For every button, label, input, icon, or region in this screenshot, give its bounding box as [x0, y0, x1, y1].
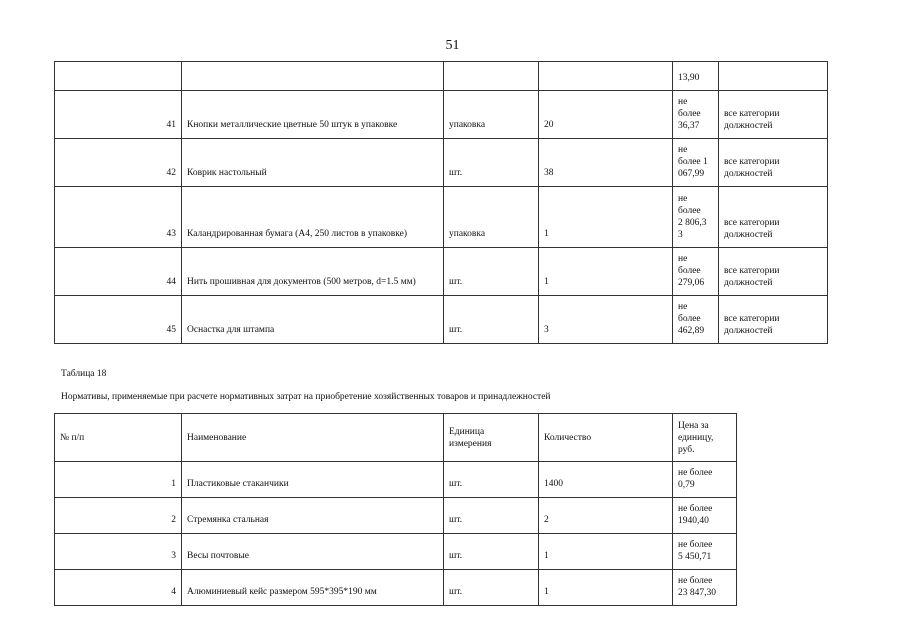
- table-row: [55, 534, 737, 570]
- row-category: все категории должностей: [719, 139, 828, 187]
- supplies-table-continued: [54, 61, 828, 344]
- row-number: 2: [55, 498, 182, 534]
- row-unit: шт.: [444, 139, 539, 187]
- row-number: 41: [55, 91, 182, 139]
- row-quantity: 20: [539, 91, 673, 139]
- row-unit: упаковка: [444, 91, 539, 139]
- row-unit: шт.: [444, 570, 539, 606]
- row-price: не более 2 806,3 3: [673, 187, 719, 248]
- row-name: Кнопки металлические цветные 50 штук в упаковке: [182, 91, 444, 139]
- row-price: не более 23 847,30: [673, 570, 737, 606]
- row-unit: шт.: [444, 534, 539, 570]
- row-unit: шт.: [444, 296, 539, 344]
- header-name: Наименование: [182, 414, 444, 462]
- table-row: [55, 187, 828, 248]
- row-price: не более 5 450,71: [673, 534, 737, 570]
- table-row: [55, 498, 737, 534]
- table-label: Таблица 18: [61, 369, 107, 379]
- table-row-fragment: [55, 62, 828, 91]
- table-row: [55, 91, 828, 139]
- row-number: 43: [55, 187, 182, 248]
- row-name: Коврик настольный: [182, 139, 444, 187]
- row-quantity: 2: [539, 498, 673, 534]
- row-category: все категории должностей: [719, 248, 828, 296]
- table-header-row: [55, 414, 737, 462]
- header-unit: Единица измерения: [444, 414, 539, 462]
- row-category: все категории должностей: [719, 187, 828, 248]
- table-row: [55, 462, 737, 498]
- row-price: не более 36,37: [673, 91, 719, 139]
- row-name: Каландрированная бумага (А4, 250 листов в упаковке): [182, 187, 444, 248]
- row-quantity: [539, 62, 673, 91]
- page-number: 51: [445, 38, 460, 53]
- row-unit: шт.: [444, 462, 539, 498]
- row-number: 44: [55, 248, 182, 296]
- row-name: Пластиковые стаканчики: [182, 462, 444, 498]
- row-number: 42: [55, 139, 182, 187]
- row-unit: шт.: [444, 248, 539, 296]
- row-quantity: 1: [539, 534, 673, 570]
- header-number: № п/п: [55, 414, 182, 462]
- row-name: Оснастка для штампа: [182, 296, 444, 344]
- row-name: [182, 62, 444, 91]
- row-category: все категории должностей: [719, 91, 828, 139]
- row-unit: [444, 62, 539, 91]
- row-quantity: 1400: [539, 462, 673, 498]
- table-row: [55, 296, 828, 344]
- row-quantity: 1: [539, 570, 673, 606]
- row-unit: упаковка: [444, 187, 539, 248]
- table-row: [55, 139, 828, 187]
- row-quantity: 38: [539, 139, 673, 187]
- row-unit: шт.: [444, 498, 539, 534]
- row-name: Алюминиевый кейс размером 595*395*190 мм: [182, 570, 444, 606]
- row-price: не более 279,06: [673, 248, 719, 296]
- row-name: Стремянка стальная: [182, 498, 444, 534]
- row-category: все категории должностей: [719, 296, 828, 344]
- household-goods-table: [54, 413, 737, 606]
- row-number: [55, 62, 182, 91]
- row-number: 45: [55, 296, 182, 344]
- table-row: [55, 570, 737, 606]
- row-price: не более 1940,40: [673, 498, 737, 534]
- row-price: 13,90: [673, 62, 719, 91]
- row-name: Нить прошивная для документов (500 метров, d=1.5 мм): [182, 248, 444, 296]
- row-quantity: 1: [539, 248, 673, 296]
- row-number: 3: [55, 534, 182, 570]
- row-quantity: 1: [539, 187, 673, 248]
- row-quantity: 3: [539, 296, 673, 344]
- row-number: 1: [55, 462, 182, 498]
- header-quantity: Количество: [539, 414, 673, 462]
- row-name: Весы почтовые: [182, 534, 444, 570]
- row-number: 4: [55, 570, 182, 606]
- row-price: не более 0,79: [673, 462, 737, 498]
- table-row: [55, 248, 828, 296]
- table-title: Нормативы, применяемые при расчете нормативных затрат на приобретение хозяйственных товаров и принадлежностей: [61, 392, 551, 402]
- header-price: Цена за единицу, руб.: [673, 414, 737, 462]
- row-category: [719, 62, 828, 91]
- row-price: не более 1 067,99: [673, 139, 719, 187]
- row-price: не более 462,89: [673, 296, 719, 344]
